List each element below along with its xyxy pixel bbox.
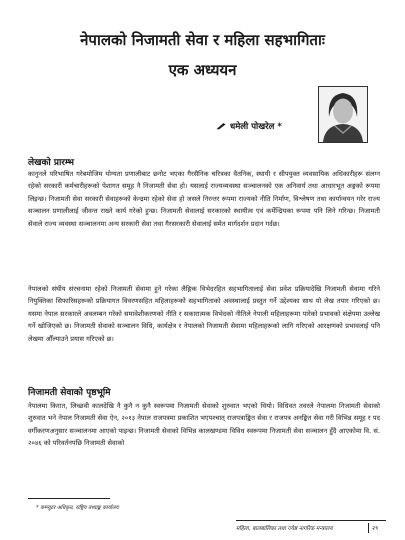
section-heading-introduction: लेखको प्रारम्भ [28, 158, 75, 168]
author-footnote: * कम्प्युटर अधिकृत, राष्ट्रिय तथ्याङ्क कार्यालय [36, 505, 119, 511]
page-number: २९ [372, 525, 379, 532]
footer-rule [236, 520, 386, 521]
author-name: धमेली पोखरेल * [229, 122, 282, 132]
footer-separator [368, 523, 369, 533]
background-paragraph-1: नेपालमा किरात, लिच्छवी कालदेखि नै कुनै न कुनै स्वरूपमा निजामती सेवाको शुरुवात भएको थियो। विधिवत तवरले नेपालमा निजामती सेवाको शुरुवात भने नेपाल निजामती सेवा ऐन, २०१३ नेपाल राजपत्रमा प्रकाशित भएपश्चात् राजपत्राङ्कित सेवा र राजपत्र अनङ्कित सेवा गरी विभिन्न समूह र पद वर्गीकरणअनुसार सञ्चालनमा आएको पाइन्छ। निजामती सेवाको विभिन्न कालखण्डमा विविध स्वरूपमा निजामती सेवा सञ्चालन हुँदै आएकोमा वि. सं. २०४६ को परिवर्तनपछि निजामती सेवाको [28, 402, 380, 448]
author-photo [318, 86, 368, 143]
section-heading-background: निजामती सेवाको पृष्ठभूमि [28, 388, 111, 398]
article-title-line1: नेपालको निजामती सेवा र महिला सहभागिताः [80, 31, 325, 49]
introduction-paragraph-1: कानुनले परिभाषित गरेबमोजिम योग्यता प्रणालीबाट छनोट भएका गैरसैनिक चरित्रका वैतनिक, स्थायी र सीपयुक्त व्यवसायिक अधिकारीहरू संलग्न रहेको सरकारी कर्मचारीहरूको पेशागत समूह नै निजामती सेवा हो। यसलाई राज्यव्यवस्था सञ्चालनको एक अनिवार्य तथा आधारभूत अङ्गको रूपमा लिइन्छ। निजामती सेवा सरकारी सेवाहरूको केन्द्रमा रहेको सेवा हो जसले निरन्तर रूपमा राज्यको नीति निर्माण, विश्लेषण तथा कार्यान्वयन गरेर राज्य सञ्चालन प्रणालीलाई जीवन्त राख्ने कार्य गरेको हुन्छ। निजामती सेवालाई सरकारको स्थायीत्व एवं कर्मेन्द्रियका रूपमा पनि लिने गरिन्छ। निजामती सेवाले राज्य व्यवस्था सञ्चालनमा अन्य सरकारी सेवा तथा गैरसरकारी सेवालाई समेत मार्गदर्शन प्रदान गर्दछ। [28, 170, 380, 228]
introduction-paragraph-2: नेपालको संघीय संरचनामा रहेको निजामती सेवामा हुने गरेका लैङ्गिक विभेदरहित सहभागितालाई सेवा प्रवेश प्रक्रियादेखि निजामती सेवामा गरिने नियुक्तिका सिफारिसहरूको प्रक्रियागत विवरणसहित महिलाहरूको सहभागिताको अवस्थालाई प्रस्तुत गर्ने उद्देश्यका साथ यो लेख तयार गरिएको छ। यसमा नेपाल सरकारले अवलम्बन गरेको समावेशीकरणको नीति र सकारात्मक विभेदको नीतिले नेपाली महिलाहरूमा पारेको प्रभावको संक्षेपमा उल्लेख गर्ने खोजिएको छ। निजामती सेवाको सञ्चालन विधि, कार्यक्षेत्र र नेपालको निजामती सेवामा महिलाहरूको लागि गरिएको आरक्षणको प्रभावलाई पनि लेखमा औँल्याउने प्रयास गरिएको छ। [28, 285, 380, 343]
pen-icon [216, 122, 230, 132]
footer-publication: महिला, बालबालिका तथा ज्येष्ठ नागरिक मन्त्रालय [236, 526, 333, 532]
footnote-divider [28, 498, 110, 499]
author-byline [216, 121, 282, 132]
article-title-line2: एक अध्ययन [168, 61, 237, 79]
